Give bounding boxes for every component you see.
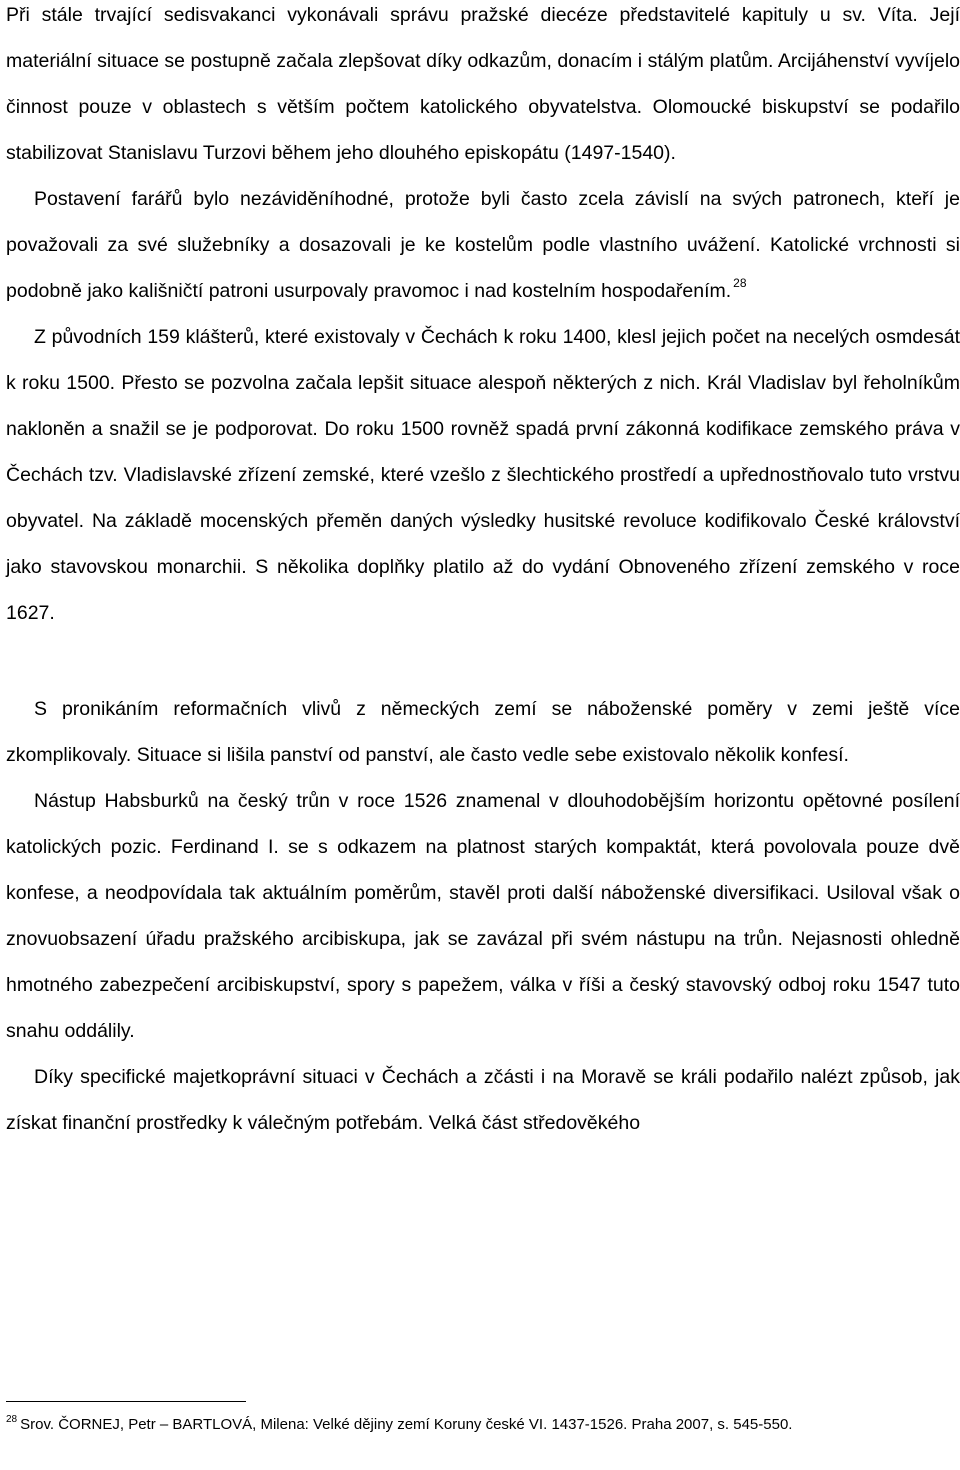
paragraph-habsburkove	[6, 778, 960, 1054]
footnote-reference[interactable]: 28	[733, 276, 747, 290]
paragraph-text: Postavení farářů bylo nezáviděníhodné, protože byli často zcela závislí na svých patronech, kteří je považovali za své služebníky a dosazovali je ke kostelům podle vlastního uvážení. Katolické vrchnosti si podobně jako kališničtí patroni usurpovaly pravomoc i nad kostelním hospodařením.	[6, 188, 960, 302]
footnote-text: Srov. ČORNEJ, Petr – BARTLOVÁ, Milena: Velké dějiny zemí Koruny české VI. 1437-1526. Praha 2007, s. 545-550.	[20, 1416, 793, 1433]
paragraph-text: Nástup Habsburků na český trůn v roce 1526 znamenal v dlouhodobějším horizontu opětovné posílení katolických pozic. Ferdinand I. se s odkazem na platnost starých kompaktát, která povolovala pouze dvě konfese, a neodpovídala tak aktuálním poměrům, stavěl proti další náboženské diversifikaci. Usiloval však o znovuobsazení úřadu pražského arcibiskupa, jak se zavázal při svém nástupu na trůn. Nejasnosti ohledně hmotného zabezpečení arcibiskupství, spory s papežem, válka v říši a český stavovský odboj roku 1547 tuto snahu oddálily.	[6, 790, 960, 1042]
paragraph-klastery	[6, 314, 960, 636]
paragraph-majetkopravni-situace	[6, 1054, 960, 1146]
document-page	[6, 0, 960, 1146]
footnote-number: 28	[6, 1414, 18, 1425]
paragraph-text: Z původních 159 klášterů, které existovaly v Čechách k roku 1400, klesl jejich počet na necelých osmdesát k roku 1500. Přesto se pozvolna začala lepšit situace alespoň některých z nich. Král Vladislav byl řeholníkům nakloněn a snažil se je podporovat. Do roku 1500 rovněž spadá první zákonná kodifikace zemského práva v Čechách tzv. Vladislavské zřízení zemské, které vzešlo z šlechtického prostředí a upřednostňovalo tuto vrstvu obyvatel. Na základě mocenských přeměn daných výsledky husitské revoluce kodifikovalo České království jako stavovskou monarchii. S několika doplňky platilo až do vydání Obnoveného zřízení zemského v roce 1627.	[6, 326, 960, 624]
paragraph-gap	[6, 636, 960, 686]
paragraph-text: Díky specifické majetkoprávní situaci v Čechách a zčásti i na Moravě se králi podařilo nalézt způsob, jak získat finanční prostředky k válečným potřebám. Velká část středověkého	[6, 1066, 960, 1134]
paragraph-text: Při stále trvající sedisvakanci vykonávali správu pražské diecéze představitelé kapituly u sv. Víta. Její materiální situace se postupně začala zlepšovat díky odkazům, donacím i stálým platům. Arcijáhenství vyvíjelo činnost pouze v oblastech s větším počtem katolického obyvatelstva. Olomoucké biskupství se podařilo stabilizovat Stanislavu Turzovi během jeho dlouhého episkopátu (1497-1540).	[6, 4, 960, 164]
footnote	[6, 1412, 960, 1438]
paragraph-postaveni-fararu	[6, 176, 960, 314]
paragraph-reformace	[6, 686, 960, 778]
footnote-separator	[6, 1401, 246, 1402]
paragraph-text: S pronikáním reformačních vlivů z německých zemí se náboženské poměry v zemi ještě více zkomplikovaly. Situace si lišila panství od panství, ale často vedle sebe existovalo několik konfesí.	[6, 698, 960, 766]
paragraph-sedisvakance	[6, 0, 960, 176]
